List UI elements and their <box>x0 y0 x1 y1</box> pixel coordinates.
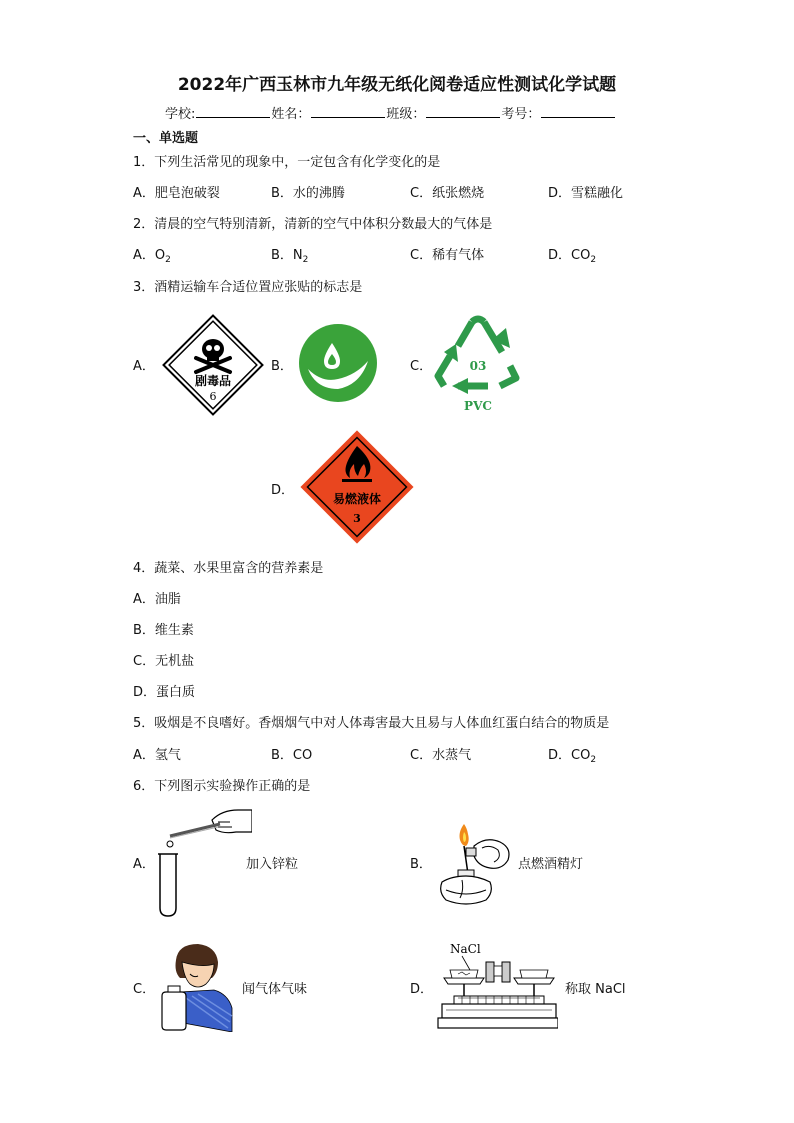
q2-option-b[interactable] <box>271 244 308 265</box>
q3-option-d-letter[interactable]: D． <box>271 483 295 498</box>
q6-option-c-letter[interactable]: C． <box>133 982 156 997</box>
option-text: CO <box>571 748 591 763</box>
option-letter: B． <box>271 748 293 763</box>
q4-option-c[interactable] <box>133 650 194 669</box>
subscript: 2 <box>590 755 597 765</box>
option-letter: C． <box>410 248 433 263</box>
option-letter: D． <box>548 248 572 263</box>
q5-option-d[interactable] <box>548 744 596 765</box>
q2-option-d[interactable] <box>548 244 596 265</box>
option-text: 无机盐 <box>155 654 195 669</box>
question-5-stem: 5．吸烟是不良嗜好。香烟烟气中对人体毒害最大且易与人体血红蛋白结合的物质是 <box>133 716 610 731</box>
q3-option-c-letter[interactable]: C． <box>410 359 433 374</box>
q1-option-a[interactable] <box>133 182 220 201</box>
option-letter: D． <box>548 748 572 763</box>
q5-option-a[interactable] <box>133 744 181 763</box>
q5-option-c[interactable] <box>410 744 471 763</box>
class-field[interactable] <box>426 105 500 118</box>
question-1-stem: 1．下列生活常见的现象中，一定包含有化学变化的是 <box>133 155 441 170</box>
q6-option-c-caption: 闻气体气味 <box>242 982 308 997</box>
section-title: 一、单选题 <box>133 131 199 146</box>
option-letter: A． <box>133 592 155 607</box>
q2-option-c[interactable] <box>410 244 484 263</box>
option-text: 纸张燃烧 <box>432 186 485 201</box>
option-letter: D． <box>548 186 572 201</box>
flammable-liquid-icon[interactable] <box>298 428 416 546</box>
q4-option-d[interactable] <box>133 681 195 700</box>
question-2-stem: 2．清晨的空气特别清新，清新的空气中体积分数最大的气体是 <box>133 217 493 232</box>
option-text: 稀有气体 <box>432 248 485 263</box>
balance-nacl-label: NaCl <box>450 942 481 956</box>
smell-gas-icon[interactable] <box>158 942 236 1032</box>
option-text: 肥皂泡破裂 <box>154 186 220 201</box>
flammable-label: 易燃液体 <box>332 492 382 506</box>
option-text: CO <box>292 748 313 763</box>
toxic-class: 6 <box>209 390 217 403</box>
option-letter: D． <box>133 685 157 700</box>
q4-option-b[interactable] <box>133 619 194 638</box>
school-label: 学校: <box>165 107 196 122</box>
option-text: 水的沸腾 <box>292 186 345 201</box>
option-letter: A． <box>133 748 155 763</box>
option-letter: B． <box>271 248 293 263</box>
recycle-pvc-icon[interactable] <box>432 314 524 414</box>
q6-option-a-letter[interactable]: A． <box>133 857 155 872</box>
q1-option-b[interactable] <box>271 182 345 201</box>
q6-option-b-letter[interactable]: B． <box>410 857 432 872</box>
option-letter: B． <box>271 186 293 201</box>
option-letter: A． <box>133 186 155 201</box>
q3-option-b-letter[interactable]: B． <box>271 359 293 374</box>
page-title: 2022年广西玉林市九年级无纸化阅卷适应性测试化学试题 <box>177 75 617 95</box>
q6-option-d-caption: 称取 NaCl <box>565 982 626 997</box>
q3-option-a-letter[interactable]: A． <box>133 359 155 374</box>
class-label: 班级： <box>386 107 426 122</box>
q1-option-c[interactable] <box>410 182 484 201</box>
exam-no-field[interactable] <box>541 105 615 118</box>
option-letter: B． <box>133 623 155 638</box>
question-3-stem: 3．酒精运输车合适位置应张贴的标志是 <box>133 280 363 295</box>
flammable-class: 3 <box>353 512 361 525</box>
name-label: 姓名： <box>271 107 311 122</box>
option-text: CO <box>571 248 591 263</box>
question-6-stem: 6．下列图示实验操作正确的是 <box>133 779 311 794</box>
question-4-stem: 4．蔬菜、水果里富含的营养素是 <box>133 561 324 576</box>
option-letter: C． <box>410 748 433 763</box>
alcohol-lamp-icon[interactable] <box>434 818 516 910</box>
option-text: N <box>292 248 303 263</box>
recycle-code: 03 <box>469 359 487 373</box>
q6-option-d-letter[interactable]: D． <box>410 982 434 997</box>
toxic-label: 剧毒品 <box>194 374 232 388</box>
toxic-sign-icon[interactable] <box>160 312 266 418</box>
option-text: 维生素 <box>154 623 194 638</box>
option-letter: A． <box>133 248 155 263</box>
exam-no-label: 考号： <box>501 107 541 122</box>
option-text: 油脂 <box>154 592 181 607</box>
q4-option-a[interactable] <box>133 588 181 607</box>
water-saving-icon[interactable] <box>298 323 378 403</box>
q1-option-d[interactable] <box>548 182 623 201</box>
recycle-material: PVC <box>464 399 492 413</box>
option-text: 氢气 <box>154 748 181 763</box>
test-tube-zinc-icon[interactable] <box>156 800 252 918</box>
subscript: 2 <box>590 255 597 265</box>
option-letter: C． <box>410 186 433 201</box>
school-field[interactable] <box>196 105 270 118</box>
q2-option-a[interactable] <box>133 244 171 265</box>
option-text: O <box>154 248 166 263</box>
student-info-line <box>165 103 616 122</box>
q6-option-a-caption: 加入锌粒 <box>246 857 299 872</box>
balance-icon[interactable] <box>436 940 558 1036</box>
subscript: 2 <box>302 255 309 265</box>
q5-option-b[interactable] <box>271 744 312 763</box>
option-text: 水蒸气 <box>432 748 472 763</box>
q6-option-b-caption: 点燃酒精灯 <box>518 857 584 872</box>
name-field[interactable] <box>311 105 385 118</box>
option-letter: C． <box>133 654 156 669</box>
subscript: 2 <box>165 255 171 265</box>
option-text: 蛋白质 <box>156 685 196 700</box>
option-text: 雪糕融化 <box>571 186 624 201</box>
